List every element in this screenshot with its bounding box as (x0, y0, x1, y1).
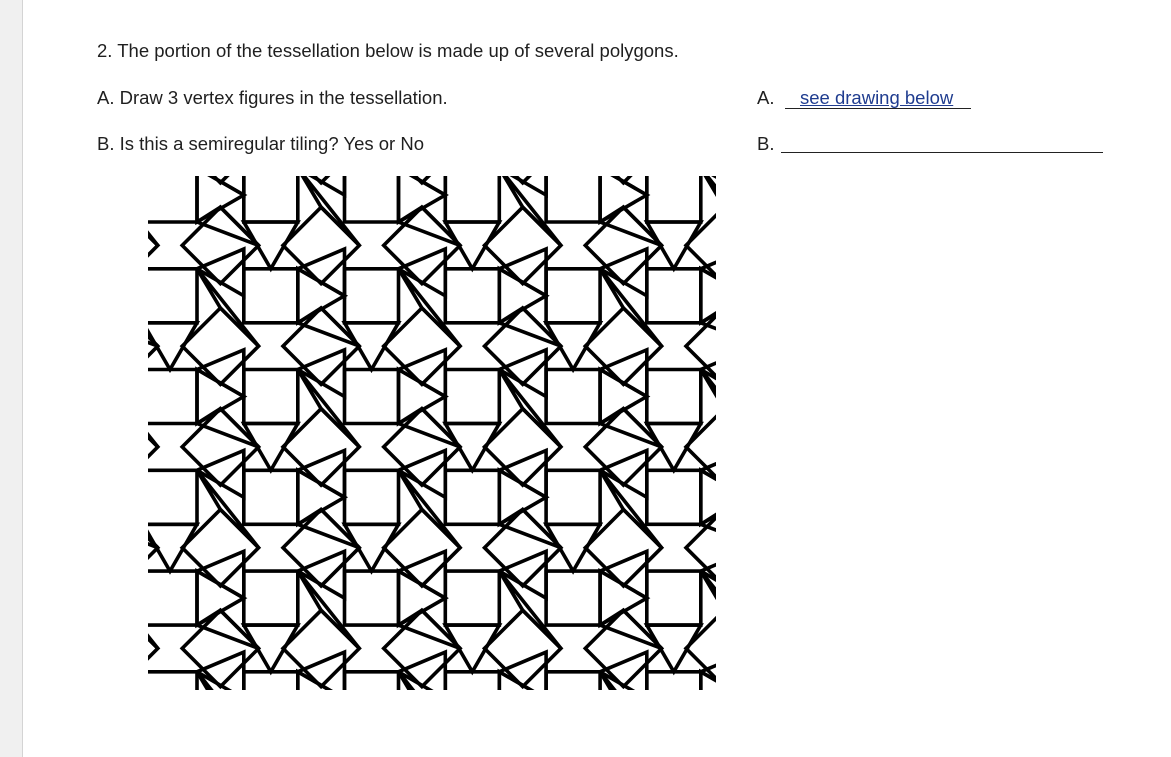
triangle-tile (298, 350, 345, 397)
square-tile (585, 510, 661, 586)
tessellation-figure (126, 168, 716, 690)
square-tile (445, 571, 499, 625)
triangle-tile (298, 308, 360, 346)
triangle-tile (499, 370, 561, 447)
square-tile (485, 409, 561, 485)
square-tile (546, 470, 600, 524)
triangle-tile (499, 510, 561, 548)
triangle-tile (499, 571, 561, 648)
triangle-tile (399, 168, 446, 222)
square-tile (283, 510, 359, 586)
triangle-tile (345, 524, 399, 571)
triangle-tile (126, 370, 158, 447)
square-tile (485, 510, 561, 586)
triangle-tile (499, 168, 561, 245)
triangle-tile (600, 551, 647, 598)
square-tile (244, 168, 298, 222)
square-tile (143, 571, 197, 625)
triangle-tile (244, 625, 298, 672)
question-part-b: B. Is this a semiregular tiling? Yes or No (97, 133, 424, 154)
triangle-tile (499, 451, 546, 498)
square-tile (445, 269, 499, 323)
triangle-tile (701, 168, 716, 245)
square-tile (485, 207, 561, 283)
triangle-tile (298, 269, 345, 323)
triangle-tile (600, 571, 647, 625)
triangle-tile (298, 551, 345, 598)
triangle-tile (126, 350, 143, 397)
square-tile (143, 672, 197, 690)
triangle-tile (197, 207, 259, 245)
square-tile (384, 207, 460, 283)
triangle-tile (600, 269, 662, 346)
triangle-tile (197, 571, 244, 625)
square-tile (647, 470, 701, 524)
triangle-tile (445, 222, 499, 269)
triangle-tile (399, 350, 446, 397)
square-tile (546, 269, 600, 323)
triangle-tile (197, 168, 244, 222)
square-tile (126, 610, 158, 686)
triangle-tile (197, 551, 244, 598)
triangle-tile (600, 350, 647, 397)
triangle-tile (197, 370, 244, 424)
triangle-tile (298, 510, 360, 548)
triangle-tile (499, 249, 546, 296)
square-tile (182, 308, 258, 384)
triangle-tile (399, 470, 461, 547)
square-tile (445, 470, 499, 524)
square-tile (445, 168, 499, 222)
triangle-tile (445, 625, 499, 672)
triangle-tile (600, 249, 647, 296)
square-tile (647, 269, 701, 323)
square-tile (546, 370, 600, 424)
square-tile (126, 168, 158, 183)
triangle-tile (197, 610, 259, 648)
square-tile (345, 571, 399, 625)
square-tile (585, 610, 661, 686)
square-tile (283, 207, 359, 283)
triangle-tile (701, 370, 716, 447)
triangle-tile (445, 424, 499, 471)
triangle-tile (298, 571, 360, 648)
square-tile (126, 207, 158, 283)
triangle-tile (701, 571, 716, 648)
square-tile (182, 409, 258, 485)
square-tile (182, 610, 258, 686)
square-tile (283, 409, 359, 485)
square-tile (345, 168, 399, 222)
triangle-tile (298, 451, 345, 498)
triangle-tile (345, 323, 399, 370)
triangle-tile (647, 625, 701, 672)
triangle-tile (600, 451, 647, 498)
square-tile (345, 672, 399, 690)
triangle-tile (197, 451, 244, 498)
triangle-tile (126, 249, 143, 296)
tile-group (126, 168, 716, 690)
square-tile (244, 571, 298, 625)
triangle-tile (499, 350, 546, 397)
square-tile (384, 610, 460, 686)
question-part-a: A. Draw 3 vertex figures in the tessellation. (97, 87, 448, 108)
square-tile (647, 370, 701, 424)
triangle-tile (399, 551, 446, 598)
triangle-tile (546, 323, 600, 370)
triangle-tile (197, 470, 259, 547)
triangle-tile (298, 370, 360, 447)
triangle-tile (197, 168, 244, 195)
square-tile (384, 409, 460, 485)
square-tile (485, 308, 561, 384)
square-tile (143, 168, 197, 222)
square-tile (345, 370, 399, 424)
square-tile (244, 470, 298, 524)
triangle-tile (647, 222, 701, 269)
triangle-tile (399, 571, 446, 625)
triangle-tile (399, 451, 446, 498)
square-tile (585, 308, 661, 384)
square-tile (546, 168, 600, 222)
triangle-tile (600, 409, 662, 447)
triangle-tile (600, 370, 647, 424)
triangle-tile (600, 168, 647, 222)
square-tile (384, 510, 460, 586)
answer-a-underline (785, 108, 971, 109)
square-tile (143, 470, 197, 524)
triangle-tile (399, 370, 446, 424)
triangle-tile (126, 168, 158, 245)
square-tile (345, 269, 399, 323)
square-tile (244, 269, 298, 323)
square-tile (585, 409, 661, 485)
answer-b-blank-line (781, 152, 1103, 153)
triangle-tile (143, 524, 197, 571)
triangle-tile (197, 350, 244, 397)
square-tile (182, 510, 258, 586)
triangle-tile (126, 571, 158, 648)
square-tile (244, 370, 298, 424)
triangle-tile (197, 409, 259, 447)
square-tile (384, 308, 460, 384)
triangle-tile (126, 652, 143, 690)
answer-b-label: B. (757, 133, 775, 154)
triangle-tile (499, 551, 546, 598)
answer-a-value[interactable]: see drawing below (800, 87, 954, 108)
square-tile (143, 269, 197, 323)
triangle-tile (126, 551, 143, 598)
square-tile (283, 610, 359, 686)
triangle-tile (647, 424, 701, 471)
square-tile (126, 409, 158, 485)
triangle-tile (600, 168, 647, 195)
square-tile (143, 370, 197, 424)
triangle-tile (126, 470, 143, 524)
triangle-tile (399, 409, 461, 447)
triangle-tile (126, 168, 143, 195)
square-tile (345, 470, 399, 524)
triangle-tile (499, 470, 546, 524)
triangle-tile (399, 168, 446, 195)
triangle-tile (399, 249, 446, 296)
square-tile (546, 672, 600, 690)
triangle-tile (126, 672, 143, 690)
square-tile (585, 207, 661, 283)
square-tile (546, 571, 600, 625)
triangle-tile (600, 470, 662, 547)
triangle-tile (143, 323, 197, 370)
square-tile (647, 168, 701, 222)
triangle-tile (197, 249, 244, 296)
triangle-tile (399, 610, 461, 648)
triangle-tile (126, 269, 143, 323)
triangle-tile (600, 610, 662, 648)
square-tile (445, 370, 499, 424)
triangle-tile (546, 524, 600, 571)
triangle-tile (600, 207, 662, 245)
triangle-tile (399, 207, 461, 245)
square-tile (647, 571, 701, 625)
triangle-tile (298, 168, 360, 245)
answer-a-label: A. (757, 87, 775, 108)
question-heading: 2. The portion of the tessellation below is made up of several polygons. (97, 40, 679, 61)
worksheet-page (22, 0, 1171, 757)
triangle-tile (399, 269, 461, 346)
triangle-tile (499, 308, 561, 346)
triangle-tile (244, 222, 298, 269)
square-tile (485, 610, 561, 686)
triangle-tile (244, 424, 298, 471)
triangle-tile (298, 470, 345, 524)
triangle-tile (499, 269, 546, 323)
triangle-tile (298, 249, 345, 296)
square-tile (283, 308, 359, 384)
triangle-tile (126, 451, 143, 498)
square-tile (182, 207, 258, 283)
triangle-tile (197, 269, 259, 346)
